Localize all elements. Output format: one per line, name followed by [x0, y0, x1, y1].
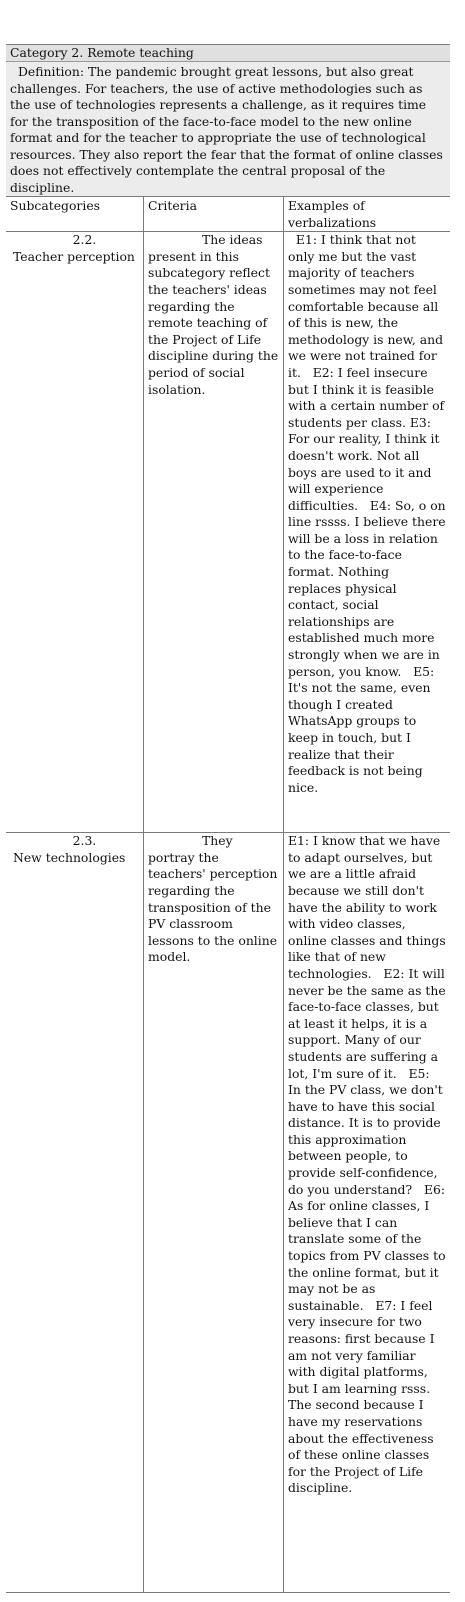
- category-definition: Definition: The pandemic brought great lessons, but also great challenges. For teachers, the use of active methodologies such as the use of technologies represents a challenge, as it requires time for the transposition of the face-to-face model to the new online format and for the teacher to appropriate the use of technological resources. They also report the fear that the format of online classes does not effectively contemplate the central proposal of the discipline.: [6, 62, 450, 197]
- criteria-cell: They portray the teachers' perception regarding the transposition of the PV classroom lessons to the online model.: [144, 833, 284, 1592]
- verbalizations-cell: E1: I know that we have to adapt ourselves, but we are a little afraid because we still don't have the ability to work with video classes, online classes and things like that of new technologies. E2: It will never be the same as the face-to-face classes, but at least it helps, it is a support. Many of our students are suffering a lot, I'm sure of it. E5: In the PV class, we don't have to have this social distance. It is to provide this approximation between people, to provide self-confidence, do you understand? E6: As for online classes, I believe that I can translate some of the topics from PV classes to the online format, but it may not be as sustainable. E7: I feel very insecure for two reasons: first because I am not very familiar with digital platforms, but I am learning rsss. The second because I have my reservations about the effectiveness of these online classes for the Project of Life discipline.: [288, 833, 450, 1496]
- subcategory-cell: [6, 833, 144, 1592]
- subcategory-number: 2.3.: [72, 833, 97, 849]
- criteria-cell: The ideas present in this subcategory reflect the teachers' ideas regarding the remote teaching of the Project of Life discipline during the period of social isolation.: [144, 232, 284, 832]
- subcategory-number: 2.2.: [72, 232, 97, 248]
- table-header-row: [6, 197, 450, 232]
- category-table: [6, 44, 450, 1593]
- table-row: [6, 833, 450, 1592]
- subcategory-name: Teacher perception: [13, 248, 135, 264]
- subcategory-name: New technologies: [13, 849, 126, 865]
- table-row: [6, 232, 450, 833]
- category-title: Category 2. Remote teaching: [6, 45, 450, 62]
- header-subcategories: Subcategories: [6, 197, 144, 231]
- subcategory-cell: [6, 232, 144, 832]
- header-examples: Examples of verbalizations: [288, 198, 377, 230]
- verbalizations-cell: E1: I think that not only me but the vast majority of teachers sometimes may not feel comfortable because all of this is new, the methodology is new, and we were not trained for it. E2: I feel insecure but I think it is feasible with a certain number of students per class. E3: For our reality, I think it doesn't work. Not all boys are used to it and will experience difficulties. E4: So, o on line rssss. I believe there will be a loss in relation to the face-to-face format. Nothing replaces physical contact, social relationships are established much more strongly when we are in person, you know. E5: It's not the same, even though I created WhatsApp groups to keep in touch, but I realize that their feedback is not being nice.: [288, 232, 450, 795]
- header-criteria: Criteria: [144, 197, 284, 231]
